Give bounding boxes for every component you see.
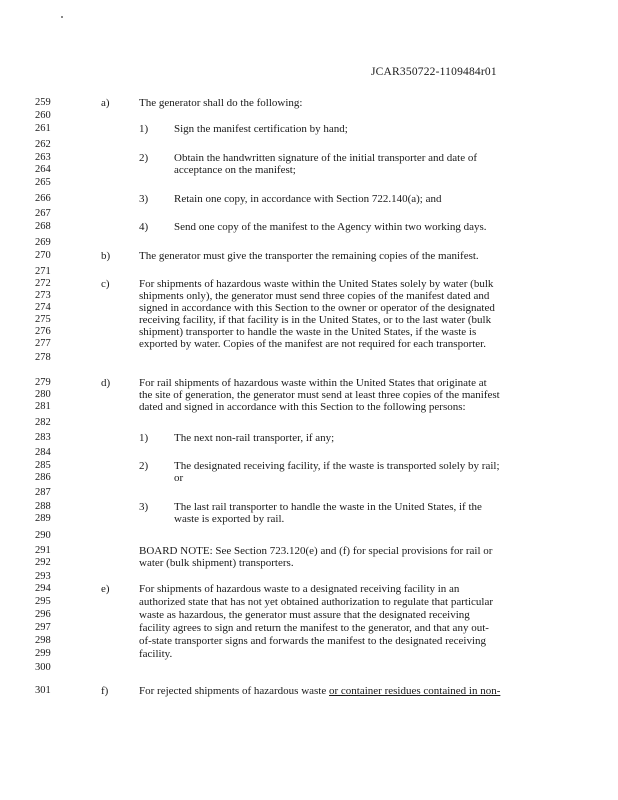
line-number: 299 <box>35 648 51 659</box>
line-number: 281 <box>35 401 51 412</box>
item-c-line4: receiving facility, if that facility is in the United States, or to the last water (bulk <box>139 314 492 326</box>
line-number: 301 <box>35 685 51 696</box>
line-number: 272 <box>35 278 51 289</box>
item-a-intro: The generator shall do the following: <box>139 97 303 109</box>
item-d-sub2-marker: 2) <box>139 460 149 472</box>
board-note-line1: BOARD NOTE: See Section 723.120(e) and (f) for special provisions for rail or <box>139 545 493 557</box>
line-number: 294 <box>35 583 51 594</box>
line-number: 285 <box>35 460 51 471</box>
item-b-text: The generator must give the transporter the remaining copies of the manifest. <box>139 250 479 262</box>
item-a-sub4-text: Send one copy of the manifest to the Agency within two working days. <box>174 221 487 233</box>
line-number: 274 <box>35 302 51 313</box>
item-e-line4: facility agrees to sign and return the manifest to the generator, and that any out- <box>139 622 489 634</box>
item-d-sub3-line2: waste is exported by rail. <box>174 513 285 525</box>
item-a-sub2-marker: 2) <box>139 152 149 164</box>
line-number: 266 <box>35 193 51 204</box>
line-number: 282 <box>35 417 51 428</box>
item-d-sub1-text: The next non-rail transporter, if any; <box>174 432 335 444</box>
item-e-line5: of-state transporter signs and forwards the manifest to the designated receiving <box>139 635 486 647</box>
line-number: 298 <box>35 635 51 646</box>
item-d-marker: d) <box>101 377 111 389</box>
item-f-marker: f) <box>101 685 109 697</box>
item-d-sub2-line2: or <box>174 472 184 484</box>
line-number: 297 <box>35 622 51 633</box>
item-c-line3: signed in accordance with this Section to the owner or operator of the designated <box>139 302 495 314</box>
item-d-sub2-line1: The designated receiving facility, if the waste is transported solely by rail; <box>174 460 500 472</box>
item-a-sub2-line2: acceptance on the manifest; <box>174 164 296 176</box>
line-number: 292 <box>35 557 51 568</box>
board-note-line2: water (bulk shipment) transporters. <box>139 557 294 569</box>
line-number: 273 <box>35 290 51 301</box>
item-a-sub1-marker: 1) <box>139 123 149 135</box>
line-number: 287 <box>35 487 51 498</box>
line-number: 261 <box>35 123 51 134</box>
line-number: 267 <box>35 208 51 219</box>
item-a-sub2-line1: Obtain the handwritten signature of the initial transporter and date of <box>174 152 478 164</box>
line-number: 275 <box>35 314 51 325</box>
item-f-line <box>139 685 500 697</box>
item-b-marker: b) <box>101 250 111 262</box>
line-number: 277 <box>35 338 51 349</box>
item-c-line6: exported by water. Copies of the manifest are not required for each transporter. <box>139 338 486 350</box>
item-e-line1: For shipments of hazardous waste to a designated receiving facility in an <box>139 583 460 595</box>
item-e-line2: authorized state that has not yet obtained authorization to regulate that particular <box>139 596 494 608</box>
item-a-sub4-marker: 4) <box>139 221 149 233</box>
item-d-line1: For rail shipments of hazardous waste within the United States that originate at <box>139 377 487 389</box>
item-f-text: For rejected shipments of hazardous waste <box>139 685 329 697</box>
item-c-line2: shipments only), the generator must send three copies of the manifest dated and <box>139 290 490 302</box>
item-a-sub3-text: Retain one copy, in accordance with Section 722.140(a); and <box>174 193 442 205</box>
line-number: 283 <box>35 432 51 443</box>
item-a-sub3-marker: 3) <box>139 193 149 205</box>
line-number: 269 <box>35 237 51 248</box>
line-number: 276 <box>35 326 51 337</box>
item-e-line3: waste as hazardous, the generator must assure that the designated receiving <box>139 609 470 621</box>
line-number: 259 <box>35 97 51 108</box>
item-c-line1: For shipments of hazardous waste within the United States solely by water (bulk <box>139 278 494 290</box>
line-number: 284 <box>35 447 51 458</box>
line-number: 296 <box>35 609 51 620</box>
line-number: 262 <box>35 139 51 150</box>
line-number: 288 <box>35 501 51 512</box>
line-number: 279 <box>35 377 51 388</box>
item-d-sub1-marker: 1) <box>139 432 149 444</box>
line-number: 289 <box>35 513 51 524</box>
line-number: 300 <box>35 662 51 673</box>
item-c-marker: c) <box>101 278 110 290</box>
line-number: 278 <box>35 352 51 363</box>
item-d-line3: dated and signed in accordance with this Section to the following persons: <box>139 401 466 413</box>
item-f-inserted-text: or container residues contained in non- <box>329 685 501 697</box>
scan-speck <box>61 16 63 18</box>
line-number: 280 <box>35 389 51 400</box>
item-c-line5: shipment) transporter to handle the waste in the United States, if the waste is <box>139 326 477 338</box>
line-number: 265 <box>35 177 51 188</box>
item-d-line2: the site of generation, the generator must send at least three copies of the manifest <box>139 389 500 401</box>
line-number: 270 <box>35 250 51 261</box>
document-header-id: JCAR350722-1109484r01 <box>371 66 497 78</box>
line-number: 286 <box>35 472 51 483</box>
line-number: 260 <box>35 110 51 121</box>
line-number: 271 <box>35 266 51 277</box>
item-e-marker: e) <box>101 583 110 595</box>
line-number: 295 <box>35 596 51 607</box>
line-number: 291 <box>35 545 51 556</box>
line-number: 290 <box>35 530 51 541</box>
item-a-marker: a) <box>101 97 110 109</box>
line-number: 264 <box>35 164 51 175</box>
item-d-sub3-marker: 3) <box>139 501 149 513</box>
line-number: 268 <box>35 221 51 232</box>
item-e-line6: facility. <box>139 648 173 660</box>
line-number: 263 <box>35 152 51 163</box>
item-a-sub1-text: Sign the manifest certification by hand; <box>174 123 348 135</box>
line-number: 293 <box>35 571 51 582</box>
item-d-sub3-line1: The last rail transporter to handle the waste in the United States, if the <box>174 501 482 513</box>
